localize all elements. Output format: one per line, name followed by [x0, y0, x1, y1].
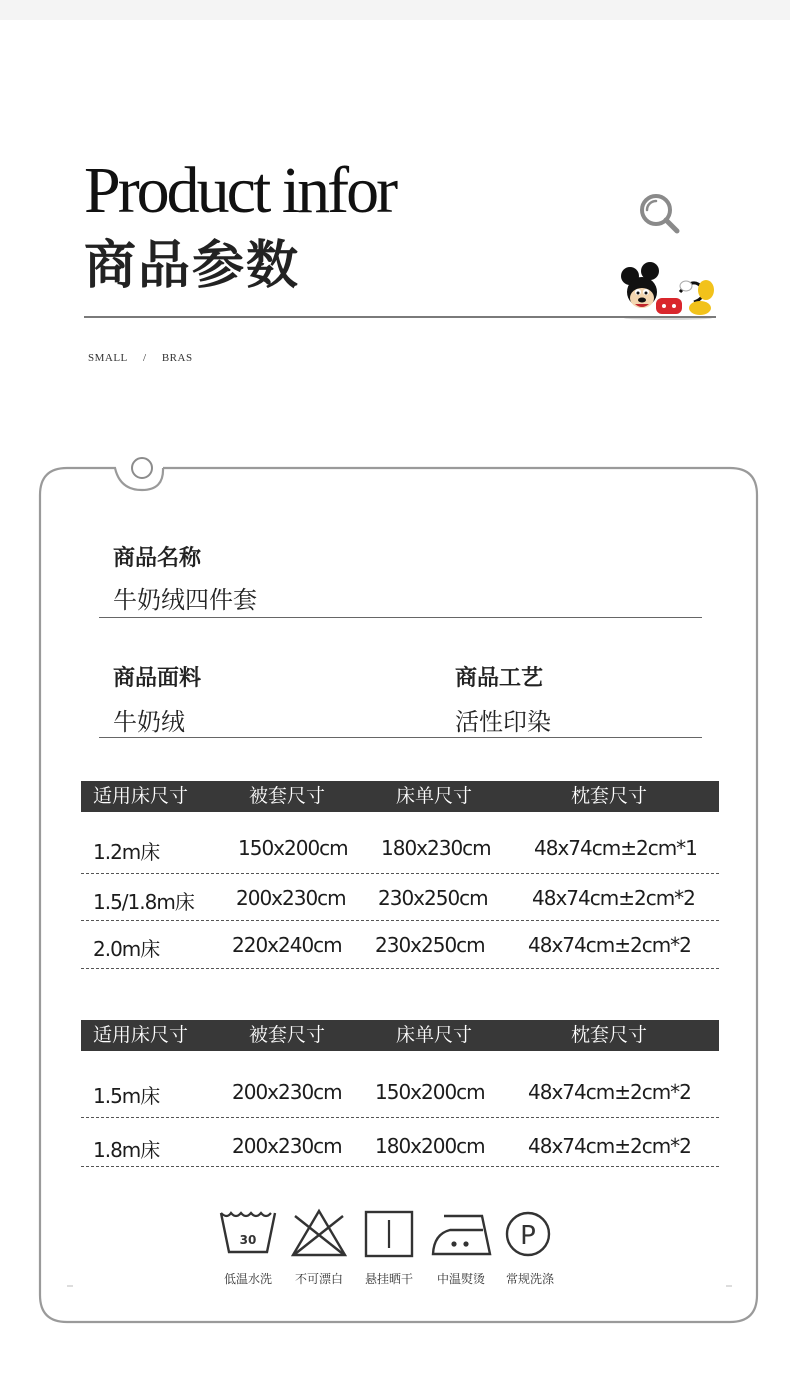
cell-duvet-size: 200x230cm	[232, 1134, 342, 1158]
product-name-value: 牛奶绒四件套	[113, 586, 257, 614]
craft-value: 活性印染	[455, 708, 551, 736]
row-divider	[81, 1166, 719, 1167]
col-header-bed-size: 适用床尺寸	[93, 1024, 189, 1046]
cell-bed-size: 1.5/1.8m床	[93, 890, 194, 914]
cell-sheet-size: 150x200cm	[375, 1080, 485, 1104]
care-label: 低温水洗	[224, 1272, 273, 1286]
col-header-bed-size: 适用床尺寸	[93, 785, 189, 807]
cell-duvet-size: 200x230cm	[236, 886, 346, 910]
top-strip	[0, 0, 790, 20]
care-label: 常规洗涤	[506, 1272, 555, 1286]
cell-sheet-size: 230x250cm	[378, 886, 488, 910]
cell-bed-size: 2.0m床	[93, 937, 160, 961]
wash-icon	[218, 1208, 278, 1258]
col-header-sheet-size: 床单尺寸	[396, 1024, 473, 1046]
iron-icon	[430, 1208, 494, 1258]
cell-duvet-size: 150x200cm	[238, 836, 348, 860]
size-table-1-header	[81, 781, 719, 812]
page-title-en: Product infor	[84, 154, 396, 227]
cell-sheet-size: 230x250cm	[375, 933, 485, 957]
row-divider	[81, 968, 719, 969]
breadcrumb-item[interactable]: SMALL	[88, 352, 128, 364]
size-table-2-header	[81, 1020, 719, 1051]
row-divider	[81, 920, 719, 921]
care-label: 悬挂晒干	[365, 1272, 414, 1286]
dry-clean-icon	[503, 1208, 553, 1258]
breadcrumb-separator: /	[143, 352, 147, 364]
search-icon[interactable]	[636, 190, 682, 236]
cell-pillow-size: 48x74cm±2cm*1	[534, 836, 697, 860]
col-header-sheet-size: 床单尺寸	[396, 785, 473, 807]
cell-pillow-size: 48x74cm±2cm*2	[528, 1080, 691, 1104]
wash-temp: 30	[239, 1233, 257, 1247]
breadcrumb-item[interactable]: BRAS	[161, 352, 193, 364]
row-divider	[81, 873, 719, 874]
cell-pillow-size: 48x74cm±2cm*2	[528, 933, 691, 957]
cell-sheet-size: 180x200cm	[375, 1134, 485, 1158]
cell-sheet-size: 180x230cm	[381, 836, 491, 860]
fabric-value: 牛奶绒	[113, 708, 185, 736]
field-divider	[99, 617, 702, 618]
hang-dry-icon	[364, 1208, 416, 1258]
care-label: 中温熨烫	[437, 1272, 486, 1286]
col-header-duvet-size: 被套尺寸	[249, 785, 326, 807]
care-label: 不可漂白	[295, 1272, 344, 1286]
cell-bed-size: 1.8m床	[93, 1138, 160, 1162]
col-header-duvet-size: 被套尺寸	[249, 1024, 326, 1046]
cell-bed-size: 1.5m床	[93, 1084, 160, 1108]
row-divider	[81, 1117, 719, 1118]
no-bleach-icon	[290, 1208, 348, 1258]
craft-label: 商品工艺	[455, 666, 544, 691]
col-header-pillow-size: 枕套尺寸	[571, 1024, 648, 1046]
header-divider	[84, 316, 716, 318]
cell-pillow-size: 48x74cm±2cm*2	[532, 886, 695, 910]
cell-pillow-size: 48x74cm±2cm*2	[528, 1134, 691, 1158]
page-title-cn: 商品参数	[84, 236, 301, 296]
mickey-mascot	[620, 262, 716, 322]
dry-clean-mark: P	[520, 1221, 536, 1251]
field-divider	[99, 737, 702, 738]
fabric-label: 商品面料	[113, 666, 202, 691]
breadcrumb	[88, 352, 205, 364]
cell-duvet-size: 220x240cm	[232, 933, 342, 957]
cell-duvet-size: 200x230cm	[232, 1080, 342, 1104]
product-name-label: 商品名称	[113, 546, 202, 571]
cell-bed-size: 1.2m床	[93, 840, 160, 864]
col-header-pillow-size: 枕套尺寸	[571, 785, 648, 807]
